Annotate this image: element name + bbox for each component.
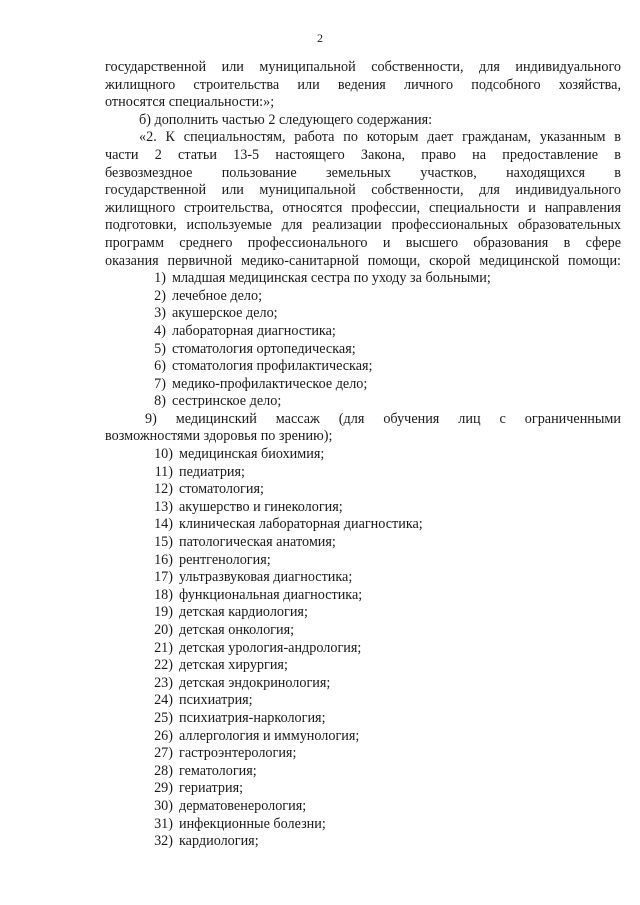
- list-item: [105, 728, 621, 746]
- list-item-number: 27): [154, 745, 173, 762]
- list-item-text: акушерство и гинекология;: [179, 498, 343, 515]
- list-item-text: акушерское дело;: [172, 305, 278, 322]
- list-item-text: инфекционные болезни;: [179, 815, 326, 832]
- list-item: [105, 393, 621, 411]
- list-item: [105, 270, 621, 288]
- part2-line: безвозмездное пользование земельных участков, находящихся в: [105, 164, 621, 181]
- list-item-number: 23): [154, 674, 173, 691]
- part2-line: жилищного строительства, относятся профессии, специальности и направления: [105, 199, 621, 216]
- list-item: [105, 798, 621, 816]
- part2-line: «2. К специальностям, работа по которым дает гражданам, указанным в: [139, 129, 621, 146]
- list-item-number: 28): [154, 762, 173, 779]
- part2-line: подготовки, используемые для реализации профессиональных образовательных: [105, 217, 621, 234]
- page-number: 2: [317, 31, 323, 45]
- part2-line: программ среднего профессионального и высшего образования в сфере: [105, 234, 621, 251]
- list-item: [105, 675, 621, 693]
- list-item-number: 18): [154, 586, 173, 603]
- item-9-line: 9) медицинский массаж (для обучения лиц с ограниченными: [145, 410, 621, 427]
- list-item-text: лабораторная диагностика;: [172, 322, 336, 339]
- item-9-line: возможностями здоровья по зрению);: [105, 428, 333, 445]
- intro-line: государственной или муниципальной собственности, для индивидуального: [105, 59, 621, 75]
- list-item-text: функциональная диагностика;: [179, 586, 363, 603]
- list-item-text: патологическая анатомия;: [179, 534, 336, 551]
- list-item-text: детская урология-андрология;: [179, 639, 362, 656]
- list-item: [105, 305, 621, 323]
- list-item-number: 8): [154, 393, 166, 410]
- intro-line: относятся специальности:»;: [105, 94, 275, 111]
- list-item-text: гастроэнтерология;: [179, 745, 297, 762]
- list-item-number: 31): [154, 815, 173, 832]
- list-item-text: лечебное дело;: [172, 287, 263, 304]
- list-item-number: 3): [154, 305, 166, 322]
- list-item-number: 15): [154, 534, 173, 551]
- list-item-text: кардиология;: [179, 833, 259, 850]
- list-item-number: 26): [154, 727, 173, 744]
- list-item-text: клиническая лабораторная диагностика;: [179, 516, 423, 533]
- list-item-text: детская онкология;: [179, 622, 295, 638]
- part2-line: части 2 статьи 13-5 настоящего Закона, право на предоставление в: [105, 146, 621, 163]
- list-item: [105, 604, 621, 622]
- list-item: [105, 341, 621, 359]
- list-item: [105, 358, 621, 376]
- list-item-number: 24): [154, 692, 173, 709]
- list-item: [105, 710, 621, 728]
- list-item-number: 13): [154, 498, 173, 515]
- list-item-text: педиатрия;: [179, 463, 245, 480]
- part2-line: государственной или муниципальной собственности, для индивидуального: [105, 182, 621, 199]
- list-item: [105, 464, 621, 482]
- list-item-text: гериатрия;: [179, 780, 244, 797]
- list-item-text: гематология;: [179, 762, 257, 779]
- list-item-text: детская кардиология;: [179, 604, 308, 621]
- list-item-number: 30): [154, 797, 173, 814]
- list-item-number: 10): [154, 446, 173, 463]
- list-item-number: 1): [154, 270, 166, 287]
- list-item: [105, 657, 621, 675]
- list-item: [105, 481, 621, 499]
- list-group-a: [105, 270, 621, 411]
- list-item: [105, 288, 621, 306]
- list-item-text: ультразвуковая диагностика;: [179, 569, 353, 586]
- list-item-number: 11): [154, 463, 173, 480]
- list-item: [105, 552, 621, 570]
- list-item: [105, 745, 621, 763]
- list-item-number: 7): [154, 375, 166, 392]
- list-item-text: дерматовенерология;: [179, 797, 307, 814]
- list-item-number: 22): [154, 657, 173, 674]
- list-item-number: 20): [154, 622, 173, 638]
- list-item-text: детская хирургия;: [179, 657, 288, 674]
- list-item-number: 32): [154, 833, 173, 850]
- list-item-number: 19): [154, 604, 173, 621]
- list-item: [105, 816, 621, 834]
- list-item-number: 4): [154, 322, 166, 339]
- list-item-number: 6): [154, 358, 166, 375]
- list-item-number: 2): [154, 287, 166, 304]
- list-item: [105, 569, 621, 587]
- list-item-number: 5): [154, 340, 166, 357]
- list-item: [105, 323, 621, 341]
- list-item-text: медико-профилактическое дело;: [172, 375, 368, 392]
- list-item-number: 25): [154, 709, 173, 726]
- list-item: [105, 763, 621, 781]
- list-item-text: сестринское дело;: [172, 393, 282, 410]
- list-item-text: стоматология;: [179, 481, 264, 498]
- list-item: [105, 640, 621, 658]
- list-item-text: младшая медицинская сестра по уходу за больными;: [172, 270, 491, 287]
- list-group-b: [105, 446, 621, 851]
- list-item-text: детская эндокринология;: [179, 674, 331, 691]
- document-body: [105, 59, 621, 851]
- part2-line: оказания первичной медико-санитарной помощи, скорой медицинской помощи:: [105, 252, 621, 269]
- list-item: [105, 780, 621, 798]
- list-item: [105, 622, 621, 640]
- list-item-number: 21): [154, 639, 173, 656]
- intro-line: жилищного строительства или ведения личного подсобного хозяйства,: [105, 76, 621, 93]
- list-item: [105, 587, 621, 605]
- list-item: [105, 376, 621, 394]
- list-item: [105, 499, 621, 517]
- list-item: [105, 692, 621, 710]
- list-item-number: 29): [154, 780, 173, 797]
- list-item-text: аллергология и иммунология;: [179, 727, 360, 744]
- list-item-text: психиатрия;: [179, 692, 253, 709]
- list-item-text: рентгенология;: [179, 551, 271, 568]
- list-item: [105, 446, 621, 464]
- list-item: [105, 534, 621, 552]
- list-item-number: 16): [154, 551, 173, 568]
- list-item-text: психиатрия-наркология;: [179, 709, 326, 726]
- list-item: [105, 833, 621, 851]
- list-item-number: 12): [154, 481, 173, 498]
- list-item-number: 14): [154, 516, 173, 533]
- list-item: [105, 516, 621, 534]
- part-b-line: б) дополнить частью 2 следующего содержания:: [139, 111, 433, 128]
- list-item-number: 17): [154, 569, 173, 586]
- list-item-text: медицинская биохимия;: [179, 446, 325, 463]
- list-item-text: стоматология профилактическая;: [172, 358, 373, 375]
- list-item-text: стоматология ортопедическая;: [172, 340, 356, 357]
